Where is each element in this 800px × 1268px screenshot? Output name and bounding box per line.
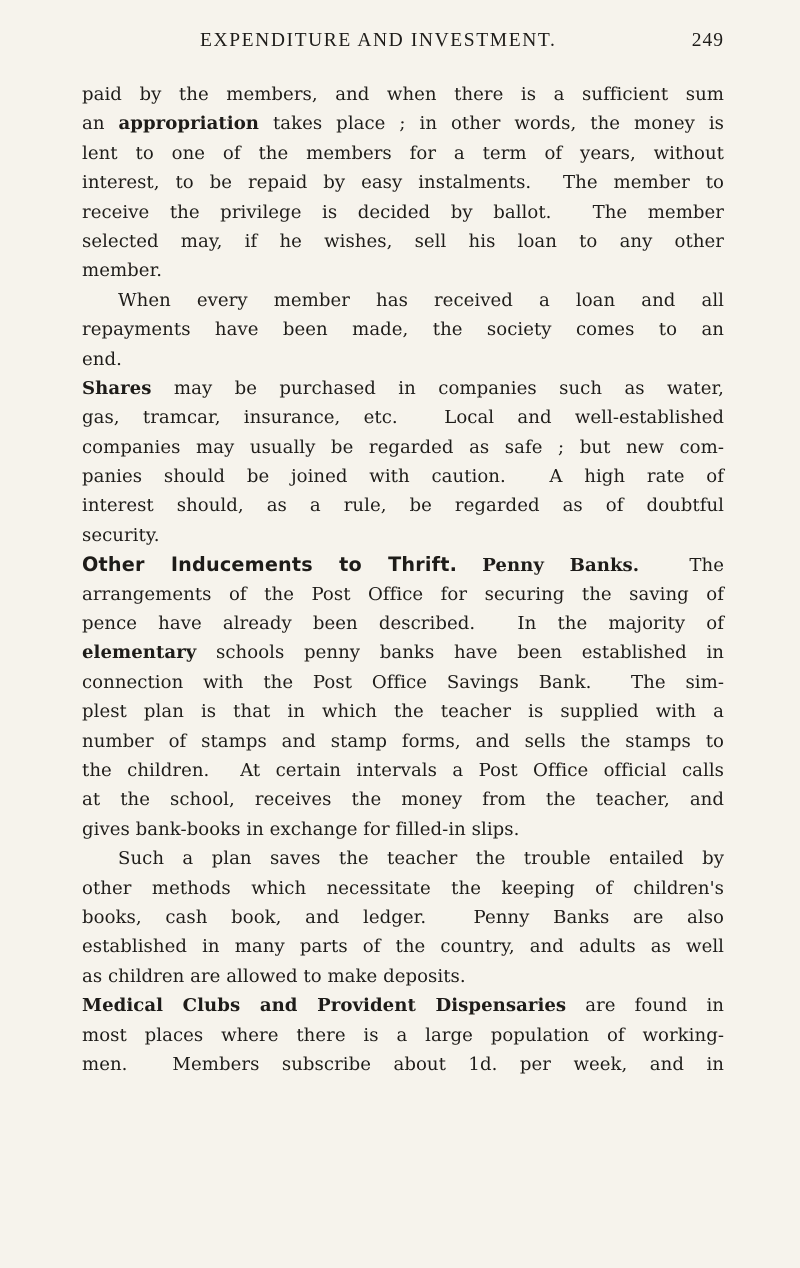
text-line: most places where there is a large population of working- bbox=[82, 1024, 724, 1046]
text-line: paid by the members, and when there is a sufficient sum bbox=[82, 84, 724, 105]
term-shares: Shares bbox=[82, 377, 152, 399]
page-number: 249 bbox=[691, 30, 724, 51]
text-line: companies may usually be regarded as safe ; but new com- bbox=[82, 436, 724, 458]
section-heading: Other Inducements to Thrift. bbox=[82, 553, 458, 577]
text-line: Other Inducements to Thrift. Penny Banks. The bbox=[82, 553, 724, 577]
book-page bbox=[82, 0, 724, 1268]
text-line: gas, tramcar, insurance, etc. Local and well-established bbox=[82, 407, 724, 429]
text-line: at the school, receives the money from the teacher, and bbox=[82, 789, 724, 811]
text-line: elementary schools penny banks have been established in bbox=[82, 642, 724, 664]
text-line: panies should be joined with caution. A high rate of bbox=[82, 466, 724, 488]
text-line: books, cash book, and ledger. Penny Banks are also bbox=[82, 906, 724, 928]
text-line: When every member has received a loan and all bbox=[118, 289, 724, 311]
text-line: arrangements of the Post Office for securing the saving of bbox=[82, 583, 724, 605]
text-line: the children. At certain intervals a Post Office official calls bbox=[82, 759, 724, 781]
text-line: as children are allowed to make deposits. bbox=[82, 965, 466, 987]
running-title: EXPENDITURE AND INVESTMENT. bbox=[200, 30, 557, 51]
text-line: member. bbox=[82, 260, 163, 282]
text-line: security. bbox=[82, 524, 160, 546]
body-text bbox=[82, 80, 724, 1079]
text-line: repayments have been made, the society comes to an bbox=[82, 319, 724, 341]
term-medical-clubs: Medical Clubs and Provident Dispensaries bbox=[82, 995, 567, 1017]
text-line: an appropriation takes place ; in other words, the money is bbox=[82, 113, 725, 135]
text-line: connection with the Post Office Savings Bank. The sim- bbox=[82, 671, 724, 693]
running-head bbox=[82, 30, 724, 60]
text-line: interest should, as a rule, be regarded as of doubtful bbox=[82, 495, 724, 517]
text-line: lent to one of the members for a term of years, without bbox=[82, 142, 724, 164]
text-line: men. Members subscribe about 1d. per week, and in bbox=[82, 1053, 724, 1075]
text-line: interest, to be repaid by easy instalments. The member to bbox=[82, 172, 724, 194]
text-line: other methods which necessitate the keeping of children's bbox=[82, 877, 724, 899]
text-line: Shares may be purchased in companies such as water, bbox=[82, 377, 724, 399]
text-line: gives bank-books in exchange for filled-in slips. bbox=[82, 818, 520, 840]
text-line: selected may, if he wishes, sell his loan to any other bbox=[82, 230, 724, 252]
text-line: number of stamps and stamp forms, and sells the stamps to bbox=[82, 730, 724, 752]
term-penny-banks: Penny Banks. bbox=[482, 555, 640, 577]
text-line: end. bbox=[82, 348, 122, 370]
term-elementary: elementary bbox=[82, 642, 197, 664]
text-line: established in many parts of the country, and adults as well bbox=[82, 936, 724, 958]
text-line: Such a plan saves the teacher the trouble entailed by bbox=[118, 848, 724, 870]
term-appropriation: appropriation bbox=[118, 113, 260, 135]
text-line: pence have already been described. In the majority of bbox=[82, 613, 724, 635]
text-line: Medical Clubs and Provident Dispensaries are found in bbox=[82, 995, 724, 1017]
text-line: plest plan is that in which the teacher is supplied with a bbox=[82, 701, 724, 723]
text-line: receive the privilege is decided by ballot. The member bbox=[82, 201, 724, 223]
